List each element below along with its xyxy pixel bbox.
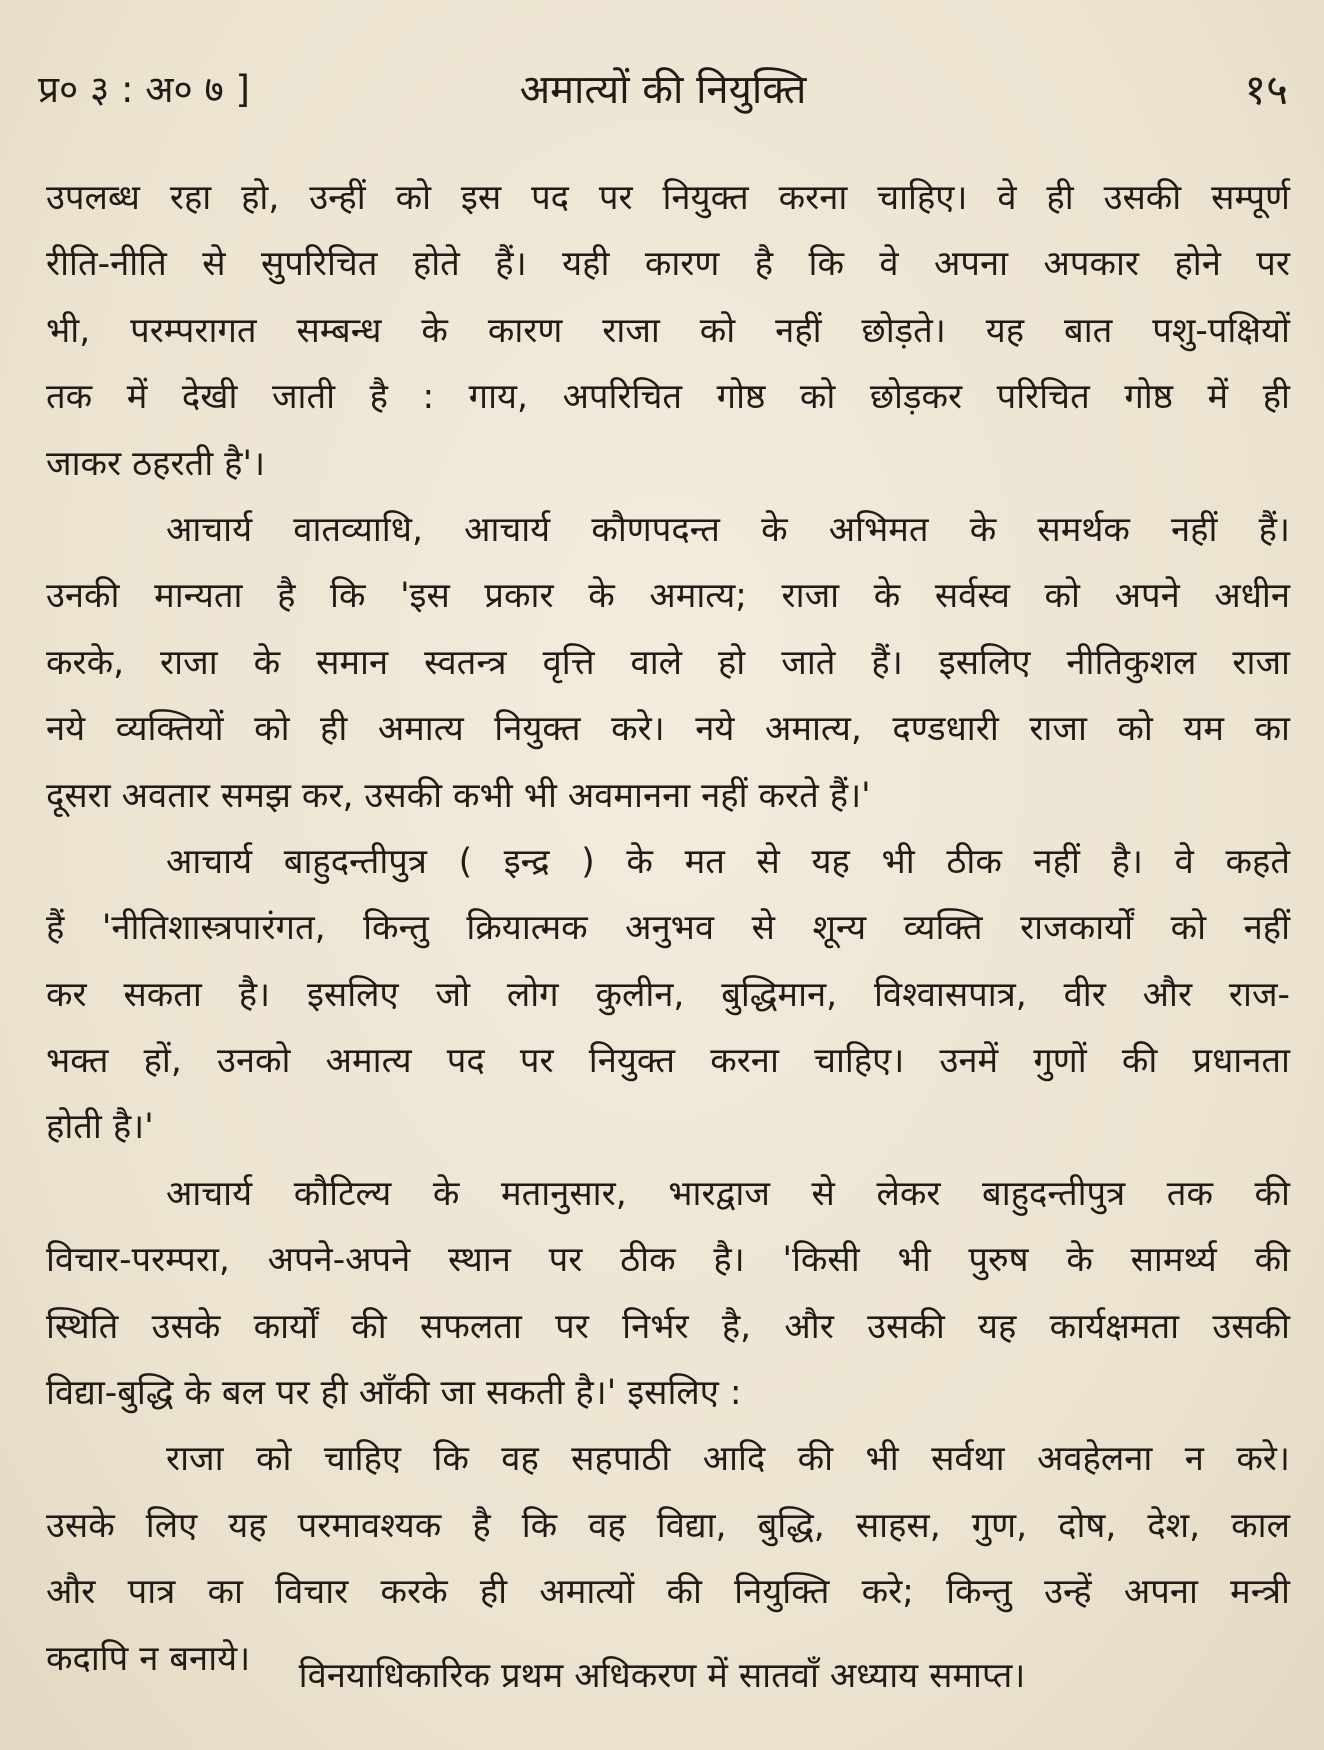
page-body <box>46 165 1290 1692</box>
chapter-reference: प्र० ३ : अ० ७ ] <box>38 68 250 111</box>
text-line: होती है।' <box>46 1107 154 1148</box>
text-line: नये व्यक्तियों को ही अमात्य नियुक्त करे। नये अमात्य, दण्डधारी राजा को यम का <box>46 709 1290 750</box>
page-number: १५ <box>1244 65 1288 114</box>
text-line: जाकर ठहरती है'। <box>46 443 266 484</box>
text-line: भक्त हों, उनको अमात्य पद पर नियुक्त करना चाहिए। उनमें गुणों की प्रधानता <box>46 1041 1290 1082</box>
text-line: विद्या-बुद्धि के बल पर ही आँकी जा सकती है।' इसलिए : <box>46 1373 742 1414</box>
paragraph-3 <box>46 829 1290 1161</box>
text-line: विचार-परम्परा, अपने-अपने स्थान पर ठीक है। 'किसी भी पुरुष के सामर्थ्य की <box>46 1240 1290 1281</box>
text-line: उनकी मान्यता है कि 'इस प्रकार के अमात्य; राजा के सर्वस्व को अपने अधीन <box>46 576 1290 617</box>
text-line: उपलब्ध रहा हो, उन्हीं को इस पद पर नियुक्त करना चाहिए। वे ही उसकी सम्पूर्ण <box>46 178 1290 218</box>
paragraph-4 <box>46 1161 1290 1427</box>
text-line: रीति-नीति से सुपरिचित होते हैं। यही कारण है कि वे अपना अपकार होने पर <box>46 244 1290 285</box>
text-line: उसके लिए यह परमावश्यक है कि वह विद्या, बुद्धि, साहस, गुण, दोष, देश, काल <box>46 1505 1290 1546</box>
text-line: दूसरा अवतार समझ कर, उसकी कभी भी अवमानना नहीं करते हैं।' <box>46 775 871 816</box>
page-title: अमात्यों की नियुक्ति <box>519 67 807 113</box>
text-line: आचार्य बाहुदन्तीपुत्र ( इन्द्र ) के मत से यह भी ठीक नहीं है। वे कहते <box>166 841 1290 882</box>
text-line: स्थिति उसके कार्यों की सफलता पर निर्भर है, और उसकी यह कार्यक्षमता उसकी <box>46 1306 1290 1347</box>
text-line: करके, राजा के समान स्वतन्त्र वृत्ति वाले हो जाते हैं। इसलिए नीतिकुशल राजा <box>46 642 1290 683</box>
paragraph-1 <box>46 165 1290 497</box>
text-line: आचार्य वातव्याधि, आचार्य कौणपदन्त के अभिमत के समर्थक नहीं हैं। <box>166 509 1290 550</box>
running-header <box>38 60 1288 120</box>
paragraph-2 <box>46 497 1290 829</box>
text-line: आचार्य कौटिल्य के मतानुसार, भारद्वाज से लेकर बाहुदन्तीपुत्र तक की <box>166 1173 1290 1214</box>
text-line: और पात्र का विचार करके ही अमात्यों की नियुक्ति करे; किन्तु उन्हें अपना मन्त्री <box>46 1572 1290 1613</box>
text-line: कर सकता है। इसलिए जो लोग कुलीन, बुद्धिमान, विश्वासपात्र, वीर और राज- <box>46 974 1290 1015</box>
chapter-end-note: विनयाधिकारिक प्रथम अधिकरण में सातवाँ अध्याय समाप्त। <box>298 1656 1026 1696</box>
text-line: कदापि न बनाये। <box>46 1638 251 1679</box>
text-line: राजा को चाहिए कि वह सहपाठी आदि की भी सर्वथा अवहेलना न करे। <box>166 1439 1290 1480</box>
text-line: भी, परम्परागत सम्बन्ध के कारण राजा को नहीं छोड़ते। यह बात पशु-पक्षियों <box>46 310 1290 351</box>
text-line: तक में देखी जाती है : गाय, अपरिचित गोष्ठ को छोड़कर परिचित गोष्ठ में ही <box>46 377 1290 418</box>
text-line: हैं 'नीतिशास्त्रपारंगत, किन्तु क्रियात्मक अनुभव से शून्य व्यक्ति राजकार्यों को नहीं <box>46 908 1290 949</box>
